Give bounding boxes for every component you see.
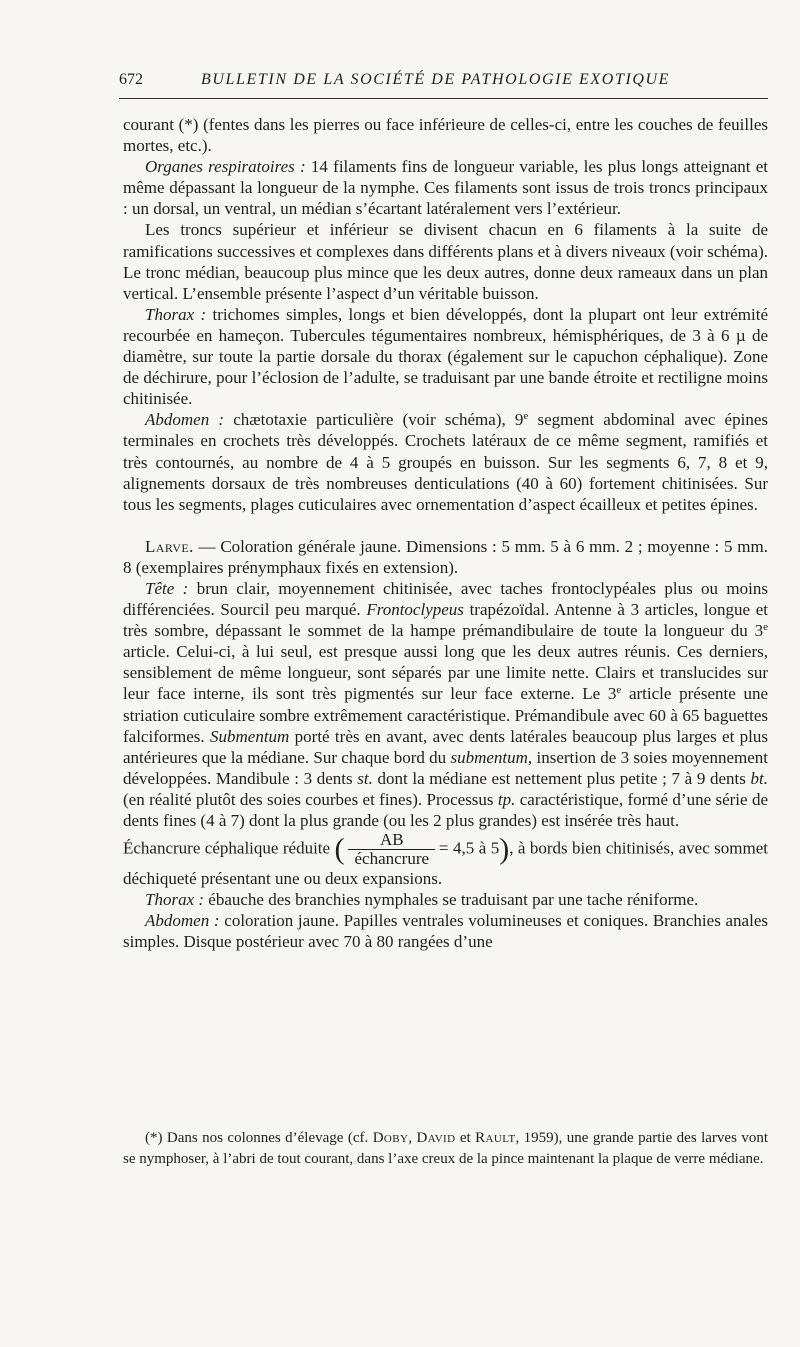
page-header — [119, 66, 768, 99]
larva-abdomen-label: Abdomen : — [145, 911, 220, 931]
abdomen-label: Abdomen : — [145, 410, 225, 430]
footnote — [123, 1128, 768, 1170]
page-number: 672 — [119, 71, 143, 88]
respiratory-organs-label: Organes respiratoires : — [145, 157, 306, 177]
paragraph-trunks: Les troncs supérieur et inférieur se divisent chacun en 6 filaments à la suite de ramifications successives et complexes dans différents plans et à divers niveaux (voir schéma). Le tronc médian, beaucoup plus mince que les deux autres, donne deux rameaux dans un plan vertical. L’ensemble présente l’aspect d’un véritable buisson. — [123, 220, 769, 303]
paragraph-larva-abdomen: Abdomen : coloration jaune. Papilles ventrales volumineuses et coniques. Branchies anales simples. Disque postérieur avec 70 à 80 rangées d’une — [123, 911, 768, 952]
fraction — [348, 831, 435, 868]
paragraph-larva-thorax: Thorax : ébauche des branchies nymphales se traduisant par une tache réniforme. — [145, 890, 699, 910]
running-title: BULLETIN DE LA SOCIÉTÉ DE PATHOLOGIE EXOTIQUE — [201, 71, 671, 88]
footnote-text: (*) Dans nos colonnes d’élevage (cf. Doby, David et Rault, 1959), une grande partie des larves vont se nymphoser, à l’abri de tout courant, dans l’axe creux de la pince maintenant la plaque de verre médiane. — [123, 1130, 769, 1167]
fraction-denominator: échancrure — [348, 849, 435, 868]
head-label: Tête : — [145, 578, 189, 598]
paragraph-thorax: Thorax : trichomes simples, longs et bien développés, dont la plupart ont leur extrémité recourbée en hameçon. Tubercules tégumentaires nombreux, hémisphériques, de 3 à 6 µ de diamètre, sur toute la partie dorsale du thorax (également sur le capuchon céphalique). Zone de déchirure, pour l’éclosion de l’adulte, se traduisant par une bande étroite et rectiligne moins chitinisée. — [123, 304, 768, 409]
paragraph-abdomen: Abdomen : chætotaxie particulière (voir schéma), 9e segment abdominal avec épines terminales en crochets très développés. Crochets latéraux de ce même segment, ramifiés et très contournés, au nombre de 4 à 5 groupés en buisson. Sur les segments 6, 7, 8 et 9, alignements dorsaux de très nombreuses denticulations (40 à 60) fortement chitinisées. Sur tous les segments, plages cuticulaires avec ornementation d’aspect écailleux et petites épines. — [123, 410, 768, 514]
fraction-numerator: AB — [379, 830, 404, 850]
paragraph-head: Tête : brun clair, moyennement chitinisée, avec taches frontoclypéales plus ou moins différenciées. Sourcil peu marqué. Frontoclypeus trapézoïdal. Antenne à 3 articles, longue et très sombre, dépassant le sommet de la hampe prémandibulaire de toute la longueur du 3e article. Celui-ci, à lui seul, est presque aussi long que les deux autres réunis. Ces derniers, sensiblement de même longueur, sont séparés par une limite nette. Clairs et translucides sur leur face interne, ils sont très pigmentés sur leur face externe. Le 3e article présente une striation cuticulaire sombre extrêmement caractéristique. Prémandibule avec 60 à 65 baguettes falciformes. Submentum porté très en avant, avec dents latérales beaucoup plus larges et plus antérieures que la médiane. Sur chaque bord du submentum, insertion de 3 soies moyennement développées. Mandibule : 3 dents st. dont la médiane est nettement plus petite ; 7 à 9 dents bt. (en réalité plutôt des soies courbes et fines). Processus tp. caractéristique, formé d’une série de dents fines (4 à 7) dont la plus grande (ou les 2 plus grandes) est insérée très haut. — [123, 578, 768, 830]
paragraph-respiratory-organs: Organes respiratoires : 14 filaments fins de longueur variable, les plus longs atteignant et même dépassant la longueur de la nymphe. Ces filaments sont issus de trois troncs principaux : un dorsal, un ventral, un médian s’écartant latéralement vers l’extérieur. — [123, 157, 768, 219]
thorax-label: Thorax : — [145, 304, 207, 324]
body-text — [123, 114, 768, 952]
paragraph-echancrure: Échancrure céphalique réduite ( $\frac{AB}{\text{échancrure}}$ = 4,5 à 5), à bords bien chitinisés, avec sommet déchiqueté présentant une ou deux expansions. — [123, 830, 768, 889]
paragraph-larva: Larve. — Coloration générale jaune. Dimensions : 5 mm. 5 à 6 mm. 2 ; moyenne : 5 mm. 8 (exemplaires prénymphaux fixés en extension). — [123, 536, 768, 577]
larva-thorax-label: Thorax : — [145, 890, 205, 910]
larva-heading: Larve. — [145, 536, 194, 556]
paragraph-habitat: courant (*) (fentes dans les pierres ou face inférieure de celles-ci, entre les couches de feuilles mortes, etc.). — [123, 115, 768, 156]
